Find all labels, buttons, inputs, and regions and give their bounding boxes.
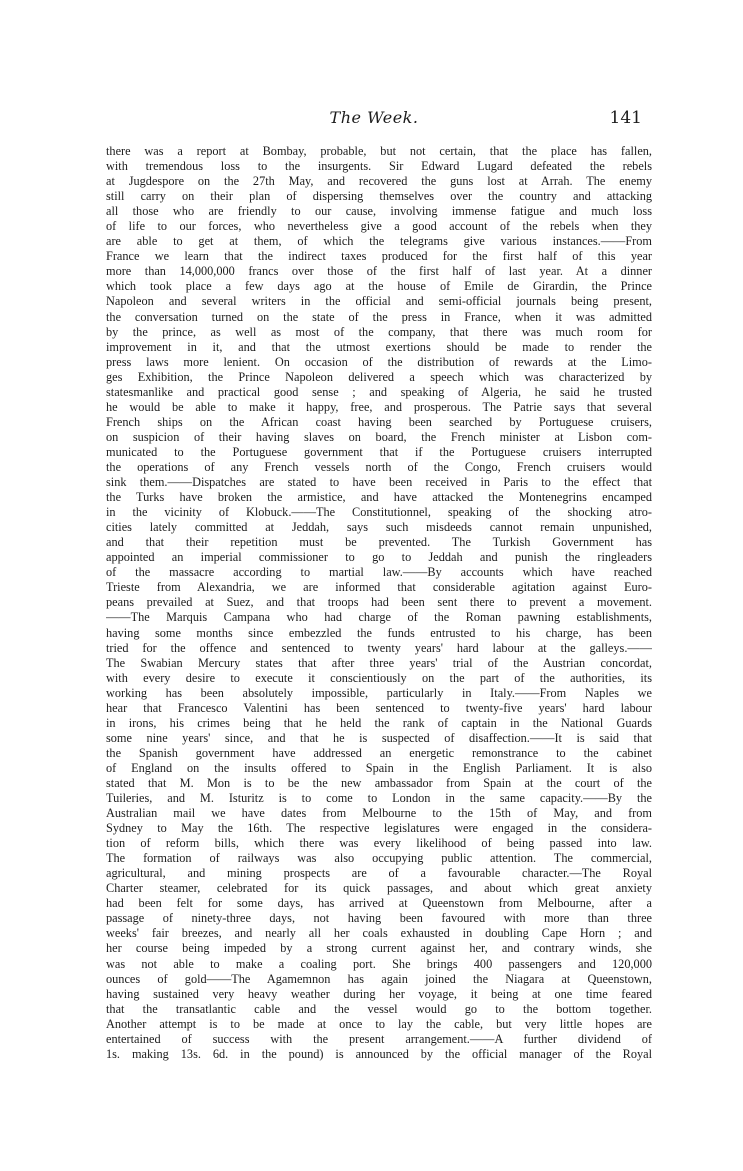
text-line: passage of ninety-three days, not having been favoured with more than three [106, 911, 652, 926]
text-line: agricultural, and mining prospects are of a favourable character.—The Royal [106, 866, 652, 881]
text-line: ges Exhibition, the Prince Napoleon delivered a speech which was characterized by [106, 369, 652, 384]
text-line: he would be able to make it happy, free, and prosperous. The Patrie says that several [106, 399, 652, 414]
text-line: the Turks have broken the armistice, and have attacked the Montenegrins encamped [106, 490, 652, 505]
text-line: having some months since embezzled the funds entrusted to his charge, has been [106, 625, 652, 640]
page-header [106, 108, 642, 134]
text-line: the operations of any French vessels north of the Congo, French cruisers would [106, 459, 652, 474]
text-line: working has been absolutely impossible, particularly in Italy.——From Naples we [106, 685, 652, 700]
text-line: France we learn that the indirect taxes produced for the first half of this year [106, 249, 652, 264]
text-line: the Spanish government have addressed an energetic remonstrance to the cabinet [106, 745, 652, 760]
text-line: The Swabian Mercury states that after three years' trial of the Austrian concordat, [106, 655, 652, 670]
text-line: which took place a few days ago at the house of Emile de Girardin, the Prince [106, 279, 652, 294]
text-line: by the prince, as well as most of the company, that there was much room for [106, 324, 652, 339]
text-line: press laws more lenient. On occasion of the distribution of rewards at the Limo- [106, 354, 652, 369]
text-line: with tremendous loss to the insurgents. Sir Edward Lugard defeated the rebels [106, 159, 652, 174]
text-line: ——The Marquis Campana who had charge of the Roman pawning establishments, [106, 610, 652, 625]
text-line: French ships on the African coast having been searched by Portuguese cruisers, [106, 414, 652, 429]
text-line: in the vicinity of Klobuck.——The Constitutionnel, speaking of the shocking atro- [106, 505, 652, 520]
text-line: stated that M. Mon is to be the new ambassador from Spain at the court of the [106, 775, 652, 790]
text-line: of England on the insults offered to Spain in the English Parliament. It is also [106, 760, 652, 775]
running-title: The Week. [329, 108, 419, 127]
text-line: weeks' fair breezes, and nearly all her coals exhausted in doubling Cape Horn ; and [106, 926, 652, 941]
text-line: having sustained very heavy weather during her voyage, it being at one time feared [106, 986, 652, 1001]
text-line: more than 14,000,000 francs over those of the first half of last year. At a dinner [106, 264, 652, 279]
text-line: Another attempt is to be made at once to lay the cable, but very little hopes are [106, 1016, 652, 1031]
text-line: entertained of success with the present arrangement.——A further dividend of [106, 1031, 652, 1046]
text-line: in irons, his crimes being that he held the rank of captain in the National Guards [106, 715, 652, 730]
text-line: her course being impeded by a strong current against her, and contrary winds, she [106, 941, 652, 956]
text-line: had been felt for some days, has arrived at Queenstown from Melbourne, after a [106, 896, 652, 911]
text-line: tion of reform bills, which there was every likelihood of being passed into law. [106, 836, 652, 851]
text-line: peans prevailed at Suez, and that troops had been sent there to prevent a movement. [106, 595, 652, 610]
text-line: are able to get at them, of which the telegrams give various instances.——From [106, 234, 652, 249]
text-line: was not able to make a coaling port. She brings 400 passengers and 120,000 [106, 956, 652, 971]
text-line: appointed an imperial commissioner to go to Jeddah and punish the ringleaders [106, 550, 652, 565]
text-line: cities lately committed at Jeddah, says such misdeeds cannot remain unpunished, [106, 520, 652, 535]
text-line: The formation of railways was also occupying public attention. The commercial, [106, 851, 652, 866]
text-line: improvement in it, and that the utmost exertions should be made to render the [106, 339, 652, 354]
text-line: the conversation turned on the state of the press in France, when it was admitted [106, 309, 652, 324]
text-line: at Jugdespore on the 27th May, and recovered the guns lost at Arrah. The enemy [106, 174, 652, 189]
text-line: Trieste from Alexandria, we are informed that considerable agitation against Euro- [106, 580, 652, 595]
text-line: Sydney to May the 16th. The respective legislatures were engaged in the considera- [106, 821, 652, 836]
text-line: Australian mail we have dates from Melbourne to the 15th of May, and from [106, 806, 652, 821]
text-line: ounces of gold——The Agamemnon has again joined the Niagara at Queenstown, [106, 971, 652, 986]
text-line: of the massacre according to martial law.——By accounts which have reached [106, 565, 652, 580]
article-body [106, 144, 652, 1062]
text-line: municated to the Portuguese government that if the Portuguese cruisers interrupted [106, 444, 652, 459]
text-line: Charter steamer, celebrated for its quick passages, and about which great anxiety [106, 881, 652, 896]
text-line: statesmanlike and practical good sense ; and speaking of Algeria, he said he trusted [106, 384, 652, 399]
text-line: that the transatlantic cable and the vessel would go to the bottom together. [106, 1001, 652, 1016]
text-line: hear that Francesco Valentini has been sentenced to twenty-five years' hard labour [106, 700, 652, 715]
text-line: tried for the offence and sentenced to twenty years' hard labour at the galleys.—— [106, 640, 652, 655]
text-line: 1s. making 13s. 6d. in the pound) is announced by the official manager of the Royal [106, 1046, 652, 1061]
text-line: on suspicion of their having slaves on board, the French minister at Lisbon com- [106, 429, 652, 444]
text-line: some nine years' since, and that he is suspected of disaffection.——It is said that [106, 730, 652, 745]
text-line: there was a report at Bombay, probable, but not certain, that the place has fallen, [106, 144, 652, 158]
text-line: all those who are friendly to our cause, involving immense fatigue and much loss [106, 204, 652, 219]
text-line: and that their repetition must be prevented. The Turkish Government has [106, 535, 652, 550]
text-line: sink them.——Dispatches are stated to have been received in Paris to the effect that [106, 475, 652, 490]
text-line: with every desire to execute it conscientiously on the part of the authorities, its [106, 670, 652, 685]
text-line: Napoleon and several writers in the official and semi-official journals being present, [106, 294, 652, 309]
text-line: of life to our forces, who nevertheless give a good account of the rebels when they [106, 219, 652, 234]
text-line: still carry on their plan of dispersing themselves over the country and attacking [106, 189, 652, 204]
page-number: 141 [609, 108, 642, 128]
text-line: Tuileries, and M. Isturitz is to come to London in the same capacity.——By the [106, 791, 652, 806]
